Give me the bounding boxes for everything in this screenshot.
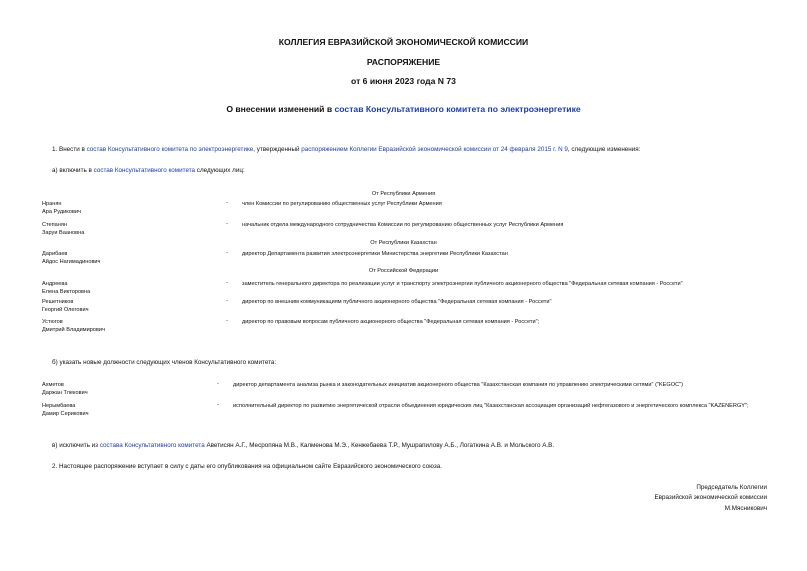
member-name: Нерымбаева Дамир Серикович [42,403,89,417]
member-dash: - [217,381,219,387]
member-dash: - [226,298,228,304]
paragraph-a [52,167,245,174]
p1-text-c: , следующие изменения: [567,146,641,153]
doc-title-prefix: О внесении изменений в [226,104,335,114]
p1-text-b: , утвержденный [253,146,302,153]
pa-text-b: следующих лиц: [195,167,245,174]
member-name: Андреева Елена Викторовна [42,281,91,295]
paragraph-2: 2. Настоящее распоряжение вступает в силу с даты его опубликования на официальном сайте Евразийского экономического союза. [52,463,442,470]
signature-org: Евразийской экономической комиссии [654,494,767,501]
member-dash: - [217,402,219,408]
member-name: Степанян Заруи Ваановна [42,222,85,236]
group-heading-russia: От Российской Федерации [368,268,439,274]
paragraph-v [52,442,554,449]
member-name: Дарибаев Айдос Нагимадинович [42,251,101,265]
paragraph-1 [52,146,640,153]
signature-title: Председатель Коллегии [696,484,767,491]
p1-text-a: 1. Внести в [52,146,87,153]
member-position: директор департамента анализа рынка и законодательных инициатив акционерного общества "Казахстанская компания по управлению электрическими сетями" ("KEGOC") [233,382,683,388]
doc-title [0,104,807,114]
doc-date-number: от 6 июня 2023 года N 73 [351,76,456,86]
pv-link[interactable]: состава Консультативного комитета [99,442,205,449]
doc-type: РАСПОРЯЖЕНИЕ [366,57,441,67]
group-heading-kazakhstan: От Республики Казахстан [370,240,437,246]
member-dash: - [226,221,228,227]
member-position: директор по внешним коммуникациям публичного акционерного общества "Федеральная сетевая компания - Россети" [242,299,552,305]
signature-name: М.Мясникович [724,505,767,512]
member-dash: - [226,250,228,256]
pa-text-a: а) включить в [52,167,94,174]
paragraph-b: б) указать новые должности следующих членов Консультативного комитета: [52,359,277,366]
pv-text-b: Аветисян А.Г., Месропяна М.В., Калменова М.Э., Кенжебаева Т.Р., Мушрапилову А.Б., Логаткина А.В. и Мольского А.В. [204,442,555,449]
member-name: Решетников Георгий Олегович [42,299,89,313]
doc-title-link[interactable]: состав Консультативного комитета по электроэнергетике [334,104,581,114]
pa-link[interactable]: состав Консультативного комитета [93,167,196,174]
group-heading-armenia: От Республики Армения [371,191,436,197]
p1-link-composition[interactable]: состав Консультативного комитета по электроэнергетике [86,146,254,153]
member-position: исполнительный директор по развитию энергетической отрасли объединения юридических лиц "Казахстанская ассоциация организаций нефтегазового и энергетического комплекса "KAZENERGY"; [233,403,749,409]
member-name: Нранян Ара Рудикович [42,201,81,215]
member-dash: - [226,318,228,324]
member-name: Ахметов Даржан Тлекович [42,382,88,396]
org-title: КОЛЛЕГИЯ ЕВРАЗИЙСКОЙ ЭКОНОМИЧЕСКОЙ КОМИССИИ [278,37,529,47]
member-position: директор Департамента развития электроэнергетики Министерства энергетики Республики Казахстан [242,251,508,257]
member-position: директор по правовым вопросам публичного акционерного общества "Федеральная сетевая компания - Россети"; [242,319,540,325]
member-position: заместитель генерального директора по реализации услуг и транспорту электроэнергии публичного акционерного общества "Федеральная сетевая компания - Россети" [242,281,683,287]
member-dash: - [226,200,228,206]
member-position: член Комиссии по регулированию общественных услуг Республики Армения [242,201,442,207]
member-position: начальник отдела международного сотрудничества Комиссии по регулированию общественных услуг Республики Армения [242,222,564,228]
member-dash: - [226,280,228,286]
member-name: Устюгов Дмитрий Владимирович [42,319,105,333]
pv-text-a: в) исключить из [52,442,100,449]
p1-link-order[interactable]: распоряжением Коллегии Евразийской экономической комиссии от 24 февраля 2015 г. N 9 [301,146,568,153]
